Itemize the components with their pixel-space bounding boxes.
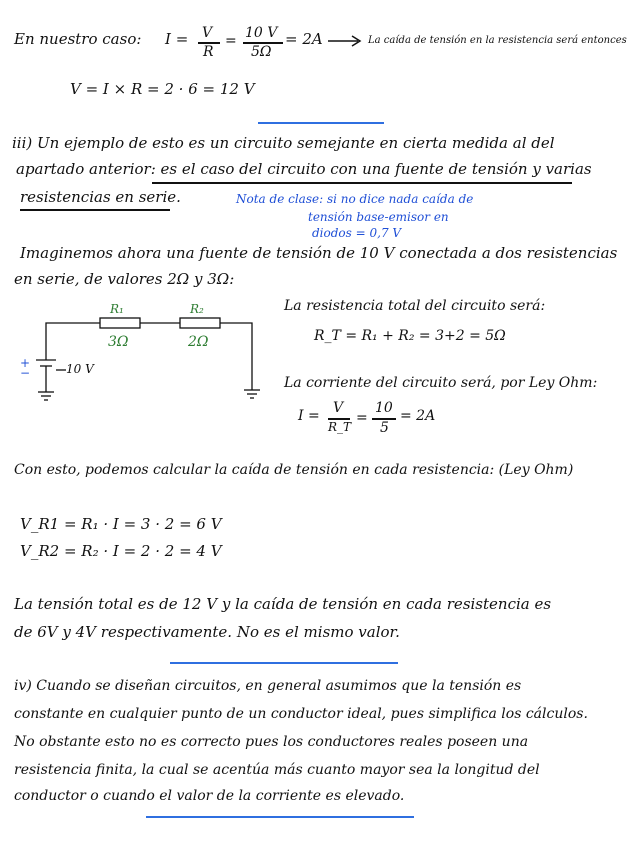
frac2-num: 10 V — [245, 25, 278, 41]
arrow-note: La caída de tensión en la resistencia será entonces — [368, 35, 627, 46]
drops-intro: Con esto, podemos calcular la caída de tensión en cada resistencia: (Ley Ohm) — [14, 462, 574, 478]
intro-text: En nuestro caso: — [14, 30, 142, 48]
vr1-formula: V_R1 = R₁ · I = 3 · 2 = 6 V — [20, 515, 222, 533]
current-result: = 2A — [400, 408, 436, 424]
divider-2 — [170, 662, 398, 664]
sec4-line3: No obstante esto no es correcto pues los conductores reales poseen una — [14, 734, 529, 750]
sec3-line3: resistencias en serie. — [20, 188, 181, 206]
total-resistance-text: La resistencia total del circuito será: — [284, 298, 546, 314]
plus-sign: + — [20, 356, 31, 370]
eq1: = — [225, 33, 237, 49]
eq2: = — [356, 410, 368, 426]
r1-value: 3Ω — [108, 334, 129, 350]
class-note-1: Nota de clase: si no dice nada caída de — [236, 192, 474, 206]
class-note-3: diodos = 0,7 V — [312, 226, 402, 240]
para-1: Imaginemos ahora una fuente de tensión de 10 V conectada a dos resistencias — [20, 244, 618, 262]
sec4-line5: conductor o cuando el valor de la corriente es elevado. — [14, 788, 405, 804]
rt-formula: R_T = R₁ + R₂ = 3+2 = 5Ω — [314, 328, 506, 344]
frac1-den: R — [203, 44, 214, 60]
formula-i: I = — [165, 30, 189, 48]
sec4-line2: constante en cualquier punto de un conductor ideal, pues simplifica los cálculos. — [14, 706, 588, 722]
sec4-line1: iv) Cuando se diseñan circuitos, en general asumimos que la tensión es — [14, 678, 522, 694]
frac2-den-r: 5 — [380, 420, 389, 436]
r2-label: R₂ — [190, 302, 204, 316]
sec3-line2: apartado anterior: es el caso del circuito con una fuente de tensión y varias — [16, 160, 592, 178]
vr2-formula: V_R2 = R₂ · I = 2 · 2 = 4 V — [20, 542, 222, 560]
result-2a: = 2A — [285, 30, 323, 48]
i-lhs: I = — [298, 408, 320, 424]
divider-3 — [146, 816, 414, 818]
frac2-num-r: 10 — [375, 400, 393, 416]
r1-label: R₁ — [110, 302, 124, 316]
frac-num: V — [333, 400, 344, 416]
r2-value: 2Ω — [188, 334, 209, 350]
conclusion-1: La tensión total es de 12 V y la caída de tensión en cada resistencia es — [14, 595, 552, 613]
source-label: 10 V — [66, 362, 94, 376]
current-text: La corriente del circuito será, por Ley Ohm: — [284, 375, 598, 391]
sec4-line4: resistencia finita, la cual se acentúa más cuanto mayor sea la longitud del — [14, 762, 540, 778]
class-note-2: tensión base-emisor en — [308, 210, 449, 224]
sec3-line1: iii) Un ejemplo de esto es un circuito semejante en cierta medida al del — [12, 134, 555, 152]
conclusion-2: de 6V y 4V respectivamente. No es el mismo valor. — [14, 623, 400, 641]
v-formula: V = I × R = 2 · 6 = 12 V — [70, 80, 255, 98]
frac2-den: 5Ω — [251, 44, 272, 60]
frac1-num: V — [202, 25, 213, 41]
minus-sign: − — [20, 366, 31, 380]
para-2: en serie, de valores 2Ω y 3Ω: — [14, 270, 235, 288]
frac-den: R_T — [328, 420, 352, 434]
